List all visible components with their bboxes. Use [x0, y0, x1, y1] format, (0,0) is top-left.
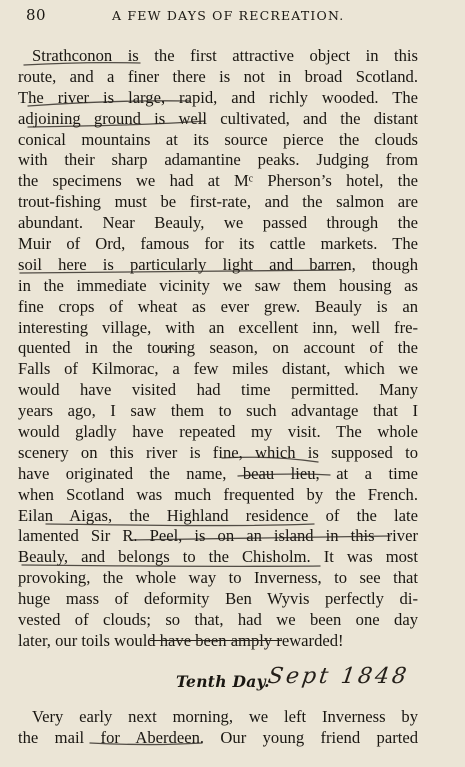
text-line: years ago, I saw them to such advantage that I — [18, 401, 418, 421]
text-line: provoking, the whole way to Inverness, to see that — [18, 568, 418, 588]
text-line: adjoining ground is well cultivated, and the distant — [18, 108, 418, 128]
page-number: 80 — [26, 6, 47, 24]
text-line: trout-fishing must be first-rate, and the salmon are — [18, 192, 418, 212]
text-line: huge mass of deformity Ben Wyvis perfectly di- — [18, 589, 418, 609]
text-line: when Scotland was much frequented by the French. — [18, 484, 418, 504]
text-line: interesting village, with an excellent inn, well fre- — [18, 317, 418, 337]
text-line: in the immediate vicinity we saw them housing as — [18, 275, 418, 295]
text-line: quented in the touring season, on account of the — [18, 338, 418, 358]
text-line: Falls of Kilmorac, a few miles distant, which we — [18, 359, 418, 379]
text-line: later, our toils would have been amply rewarded! — [18, 630, 344, 650]
text-line: would gladly have repeated my visit. The whole — [18, 422, 418, 442]
text-line: have originated the name, beau lieu, at a time — [18, 463, 418, 483]
text-line: Muir of Ord, famous for its cattle markets. The — [18, 234, 418, 254]
text-line: scenery on this river is fine, which is supposed to — [18, 442, 418, 462]
text-line: with their sharp adamantine peaks. Judging from — [18, 150, 418, 170]
handwritten-date-annotation: Sept 1848 — [266, 664, 411, 689]
page-header — [0, 6, 465, 28]
text-line: route, and a finer there is not in broad Scotland. — [18, 66, 418, 86]
text-line: conical mountains at its source pierce the clouds — [18, 129, 418, 149]
text-line: The river is large, rapid, and richly wooded. The — [18, 87, 418, 107]
running-head: A FEW DAYS OF RECREATION. — [112, 8, 345, 23]
day-heading: Tenth Day. — [176, 672, 270, 691]
text-line: Beauly, and belongs to the Chisholm. It was most — [18, 547, 418, 567]
text-line: soil here is particularly light and barren, though — [18, 254, 418, 274]
text-line: lamented Sir R. Peel, is on an island in this river — [18, 526, 418, 546]
text-line: fine crops of wheat as ever grew. Beauly is an — [18, 296, 418, 316]
text-line: the specimens we had at Mᶜ Pherson’s hotel, the — [18, 171, 418, 191]
text-line: the mail for Aberdeen. Our young friend parted — [18, 727, 418, 747]
text-line: Eilan Aigas, the Highland residence of the late — [18, 505, 418, 525]
text-line: would have visited had time permitted. Many — [18, 380, 418, 400]
section-divider — [150, 640, 282, 641]
day-heading-row — [176, 664, 436, 698]
text-line: vested of clouds; so that, had we been one day — [18, 610, 418, 630]
text-line: Very early next morning, we left Inverness by — [32, 707, 418, 726]
paragraph-next-morning — [18, 707, 418, 749]
paragraph-strathconon — [18, 46, 418, 652]
text-line: Strathconon is the first attractive object in this — [32, 46, 418, 65]
text-line: abundant. Near Beauly, we passed through the — [18, 213, 418, 233]
